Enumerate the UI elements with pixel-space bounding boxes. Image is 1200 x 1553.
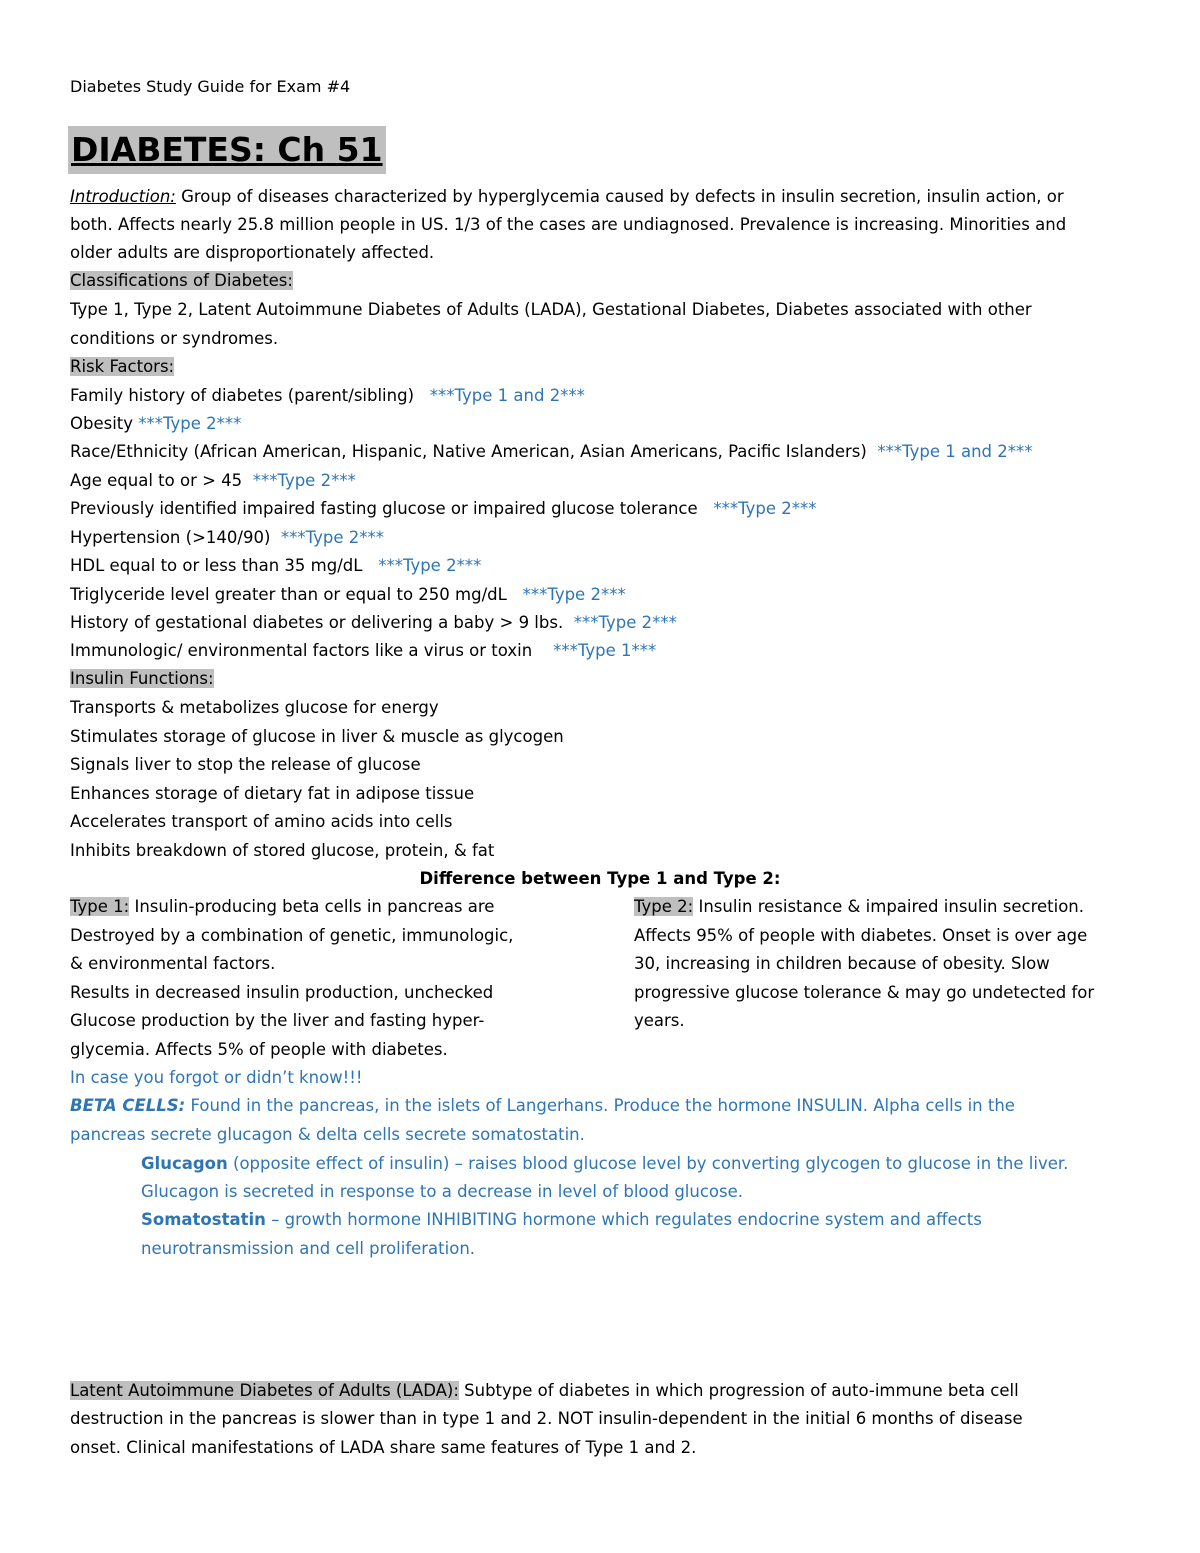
beta-cells-label: BETA CELLS:: [70, 1096, 186, 1115]
beta-cells-line-2: pancreas secrete glucagon & delta cells secrete somatostatin.: [70, 1125, 585, 1144]
lada-line-1: Latent Autoimmune Diabetes of Adults (LADA): Subtype of diabetes in which progression of auto-immune beta cell: [70, 1381, 1019, 1400]
risk-factor-item: Family history of diabetes (parent/sibling) ***Type 1 and 2***: [70, 386, 585, 405]
glucagon-line-2: Glucagon is secreted in response to a decrease in level of blood glucose.: [141, 1182, 744, 1201]
type1-line: Glucose production by the liver and fasting hyper-: [70, 1011, 485, 1030]
risk-factor-item: Race/Ethnicity (African American, Hispanic, Native American, Asian Americans, Pacific Islanders) ***Type 1 and 2***: [70, 442, 1033, 461]
type1-line: Destroyed by a combination of genetic, immunologic,: [70, 926, 514, 945]
risk-factor-item: Triglyceride level greater than or equal to 250 mg/dL ***Type 2***: [70, 585, 626, 604]
lada-line-3: onset. Clinical manifestations of LADA share same features of Type 1 and 2.: [70, 1438, 697, 1457]
somatostatin-line-2: neurotransmission and cell proliferation.: [141, 1239, 476, 1258]
risk-factor-item: History of gestational diabetes or delivering a baby > 9 lbs. ***Type 2***: [70, 613, 677, 632]
insulin-function-item: Enhances storage of dietary fat in adipose tissue: [70, 784, 475, 803]
type1-line: glycemia. Affects 5% of people with diabetes.: [70, 1040, 448, 1059]
classifications-heading: Classifications of Diabetes:: [70, 271, 293, 290]
risk-factor-item: Previously identified impaired fasting glucose or impaired glucose tolerance ***Type 2***: [70, 499, 817, 518]
type2-line-1: Type 2: Insulin resistance & impaired insulin secretion.: [634, 897, 1084, 916]
type1-line: & environmental factors.: [70, 954, 276, 973]
glucagon-label: Glucagon: [141, 1154, 228, 1173]
classifications-line-1: Type 1, Type 2, Latent Autoimmune Diabetes of Adults (LADA), Gestational Diabetes, Diabetes associated with other: [70, 300, 1032, 319]
difference-heading: Difference between Type 1 and Type 2:: [419, 869, 781, 888]
type1-line: Results in decreased insulin production, unchecked: [70, 983, 494, 1002]
lada-label: Latent Autoimmune Diabetes of Adults (LADA):: [70, 1381, 459, 1400]
insulin-function-item: Signals liver to stop the release of glucose: [70, 755, 421, 774]
page-title: DIABETES: Ch 51: [68, 126, 386, 174]
somatostatin-label: Somatostatin: [141, 1210, 266, 1229]
risk-factor-item: HDL equal to or less than 35 mg/dL ***Type 2***: [70, 556, 482, 575]
type1-line-1: Type 1: Insulin-producing beta cells in pancreas are: [70, 897, 495, 916]
classifications-line-2: conditions or syndromes.: [70, 329, 279, 348]
type2-line: progressive glucose tolerance & may go undetected for: [634, 983, 1095, 1002]
insulin-function-item: Stimulates storage of glucose in liver & muscle as glycogen: [70, 727, 564, 746]
insulin-function-item: Inhibits breakdown of stored glucose, protein, & fat: [70, 841, 495, 860]
risk-factor-item: Immunologic/ environmental factors like a virus or toxin ***Type 1***: [70, 641, 657, 660]
page-header: Diabetes Study Guide for Exam #4: [70, 77, 351, 96]
risk-factor-item: Obesity ***Type 2***: [70, 414, 242, 433]
insulin-function-item: Transports & metabolizes glucose for energy: [70, 698, 439, 717]
intro-line-3: older adults are disproportionately affected.: [70, 243, 435, 262]
type2-line: years.: [634, 1011, 685, 1030]
type2-line: Affects 95% of people with diabetes. Onset is over age: [634, 926, 1088, 945]
insulin-functions-heading: Insulin Functions:: [70, 669, 214, 688]
type2-label: Type 2:: [634, 897, 694, 916]
somatostatin-line-1: Somatostatin – growth hormone INHIBITING hormone which regulates endocrine system and affects: [141, 1210, 982, 1229]
intro-label: Introduction:: [70, 187, 176, 206]
risk-factor-item: Hypertension (>140/90) ***Type 2***: [70, 528, 385, 547]
type2-line: 30, increasing in children because of obesity. Slow: [634, 954, 1050, 973]
insulin-function-item: Accelerates transport of amino acids into cells: [70, 812, 453, 831]
intro-line-2: both. Affects nearly 25.8 million people in US. 1/3 of the cases are undiagnosed. Prevalence is increasing. Minorities and: [70, 215, 1067, 234]
intro-line-1: Introduction: Group of diseases characterized by hyperglycemia caused by defects in insulin secretion, insulin action, or: [70, 187, 1064, 206]
beta-cells-line-1: BETA CELLS: Found in the pancreas, in the islets of Langerhans. Produce the hormone INSULIN. Alpha cells in the: [70, 1096, 1015, 1115]
risk-factor-item: Age equal to or > 45 ***Type 2***: [70, 471, 356, 490]
glucagon-line-1: Glucagon (opposite effect of insulin) – raises blood glucose level by converting glycogen to glucose in the liver.: [141, 1154, 1069, 1173]
reminder-note: In case you forgot or didn’t know!!!: [70, 1068, 363, 1087]
lada-line-2: destruction in the pancreas is slower than in type 1 and 2. NOT insulin-dependent in the initial 6 months of disease: [70, 1409, 1023, 1428]
type1-label: Type 1:: [70, 897, 130, 916]
risk-factors-heading: Risk Factors:: [70, 357, 175, 376]
